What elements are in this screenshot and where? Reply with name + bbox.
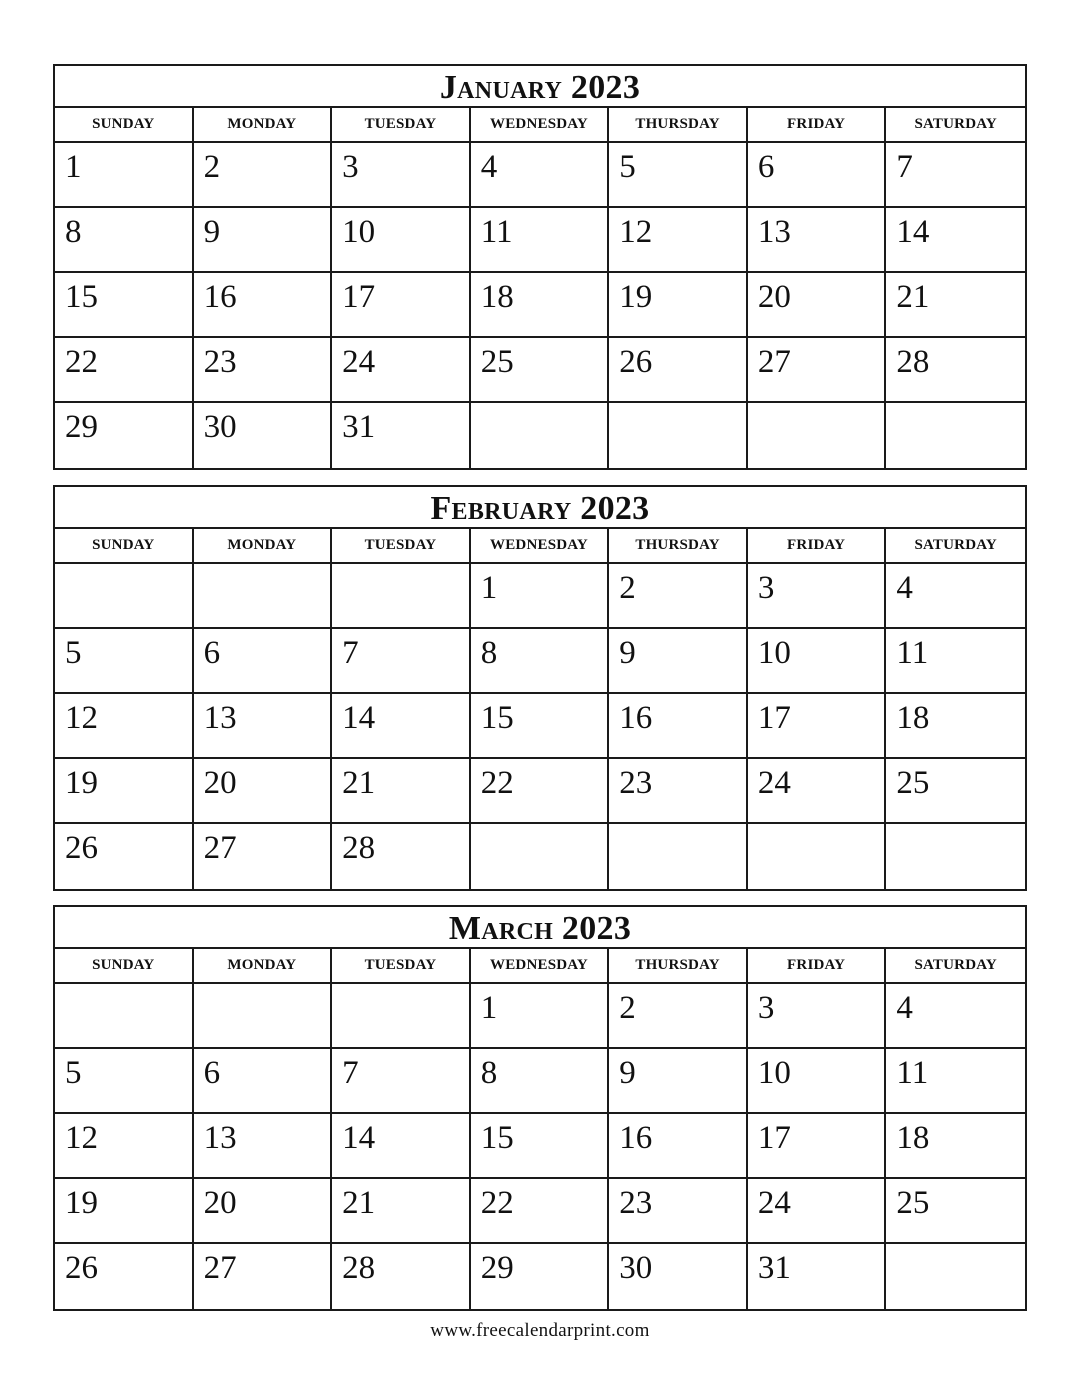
day-cell: 4 — [886, 984, 1025, 1049]
day-cell: 9 — [194, 208, 333, 273]
day-cell-empty — [332, 564, 471, 629]
weekday-sunday: SUNDAY — [55, 949, 194, 982]
day-cell: 10 — [332, 208, 471, 273]
weekday-sunday: SUNDAY — [55, 529, 194, 562]
day-cell: 24 — [332, 338, 471, 403]
day-cell: 21 — [886, 273, 1025, 338]
day-cell-empty — [886, 403, 1025, 468]
day-cell-empty — [748, 824, 887, 889]
weekday-tuesday: TUESDAY — [332, 108, 471, 141]
day-cell: 6 — [748, 143, 887, 208]
day-cell: 17 — [748, 1114, 887, 1179]
day-cell: 5 — [609, 143, 748, 208]
day-cell: 23 — [194, 338, 333, 403]
day-cell: 29 — [471, 1244, 610, 1309]
day-cell: 27 — [194, 1244, 333, 1309]
month-title: January 2023 — [55, 66, 1025, 108]
day-cell: 5 — [55, 1049, 194, 1114]
day-cell: 16 — [194, 273, 333, 338]
day-cell: 20 — [194, 1179, 333, 1244]
day-cell: 18 — [886, 1114, 1025, 1179]
day-cell: 16 — [609, 694, 748, 759]
day-cell: 28 — [332, 1244, 471, 1309]
day-cell: 30 — [609, 1244, 748, 1309]
day-cell: 25 — [886, 759, 1025, 824]
weekday-saturday: SATURDAY — [914, 537, 997, 553]
day-cell: 26 — [609, 338, 748, 403]
day-cell: 21 — [332, 1179, 471, 1244]
day-cell: 27 — [748, 338, 887, 403]
day-cell: 22 — [55, 338, 194, 403]
weekday-friday: FRIDAY — [748, 108, 887, 141]
day-cell: 1 — [55, 143, 194, 208]
day-cell: 22 — [471, 759, 610, 824]
weekday-header-row — [55, 949, 1025, 984]
day-cell: 26 — [55, 824, 194, 889]
day-cell: 2 — [609, 564, 748, 629]
day-cell: 10 — [748, 629, 887, 694]
weekday-thursday: THURSDAY — [609, 529, 748, 562]
weekday-thursday: THURSDAY — [609, 108, 748, 141]
day-cell: 9 — [609, 629, 748, 694]
day-cell-empty — [609, 403, 748, 468]
day-cell: 18 — [886, 694, 1025, 759]
day-cell: 7 — [886, 143, 1025, 208]
day-cell: 12 — [55, 1114, 194, 1179]
day-cell: 9 — [609, 1049, 748, 1114]
day-cell: 24 — [748, 1179, 887, 1244]
day-cell: 17 — [332, 273, 471, 338]
day-cell: 17 — [748, 694, 887, 759]
weekday-saturday: SATURDAY — [914, 957, 997, 973]
weekday-thursday: THURSDAY — [609, 949, 748, 982]
day-cell: 11 — [886, 629, 1025, 694]
day-cell: 1 — [471, 984, 610, 1049]
day-cell: 31 — [748, 1244, 887, 1309]
day-cell: 3 — [748, 984, 887, 1049]
day-cell-empty — [194, 564, 333, 629]
day-cell: 15 — [55, 273, 194, 338]
footer-url: www.freecalendarprint.com — [430, 1320, 650, 1341]
day-cell: 28 — [886, 338, 1025, 403]
day-cell: 14 — [886, 208, 1025, 273]
day-cell: 5 — [55, 629, 194, 694]
day-cell: 11 — [471, 208, 610, 273]
day-cell: 14 — [332, 1114, 471, 1179]
day-cell: 28 — [332, 824, 471, 889]
month-february — [53, 485, 1027, 891]
day-cell-empty — [194, 984, 333, 1049]
day-cell: 8 — [471, 1049, 610, 1114]
month-january — [53, 64, 1027, 470]
day-cell: 3 — [332, 143, 471, 208]
day-cell: 6 — [194, 1049, 333, 1114]
day-cell-empty — [886, 824, 1025, 889]
day-cell: 26 — [55, 1244, 194, 1309]
weekday-wednesday: WEDNESDAY — [471, 108, 610, 141]
day-cell: 29 — [55, 403, 194, 468]
day-cell: 7 — [332, 1049, 471, 1114]
month-march — [53, 905, 1027, 1311]
day-cell-empty — [609, 824, 748, 889]
day-cell: 13 — [194, 694, 333, 759]
day-cell: 15 — [471, 1114, 610, 1179]
day-cell: 19 — [55, 1179, 194, 1244]
day-cell: 25 — [886, 1179, 1025, 1244]
day-cell: 4 — [471, 143, 610, 208]
day-grid — [55, 143, 1025, 468]
month-title: March 2023 — [55, 907, 1025, 949]
day-cell: 16 — [609, 1114, 748, 1179]
day-grid — [55, 984, 1025, 1309]
day-cell-empty — [471, 403, 610, 468]
day-cell-empty — [55, 984, 194, 1049]
weekday-monday: MONDAY — [194, 108, 333, 141]
day-cell: 18 — [471, 273, 610, 338]
day-cell: 21 — [332, 759, 471, 824]
day-cell: 27 — [194, 824, 333, 889]
day-cell-empty — [748, 403, 887, 468]
day-cell: 22 — [471, 1179, 610, 1244]
day-cell: 30 — [194, 403, 333, 468]
weekday-monday: MONDAY — [194, 949, 333, 982]
day-cell: 15 — [471, 694, 610, 759]
day-cell: 2 — [609, 984, 748, 1049]
day-cell: 31 — [332, 403, 471, 468]
day-cell: 13 — [194, 1114, 333, 1179]
weekday-friday: FRIDAY — [748, 529, 887, 562]
day-cell-empty — [55, 564, 194, 629]
weekday-friday: FRIDAY — [748, 949, 887, 982]
weekday-tuesday: TUESDAY — [332, 529, 471, 562]
day-cell-empty — [886, 1244, 1025, 1309]
day-grid — [55, 564, 1025, 889]
weekday-wednesday: WEDNESDAY — [471, 949, 610, 982]
day-cell: 11 — [886, 1049, 1025, 1114]
day-cell: 23 — [609, 759, 748, 824]
weekday-tuesday: TUESDAY — [332, 949, 471, 982]
day-cell: 20 — [748, 273, 887, 338]
day-cell-empty — [471, 824, 610, 889]
day-cell: 2 — [194, 143, 333, 208]
day-cell: 10 — [748, 1049, 887, 1114]
day-cell: 12 — [609, 208, 748, 273]
day-cell: 20 — [194, 759, 333, 824]
day-cell: 13 — [748, 208, 887, 273]
day-cell: 14 — [332, 694, 471, 759]
day-cell: 12 — [55, 694, 194, 759]
weekday-header-row — [55, 108, 1025, 143]
weekday-saturday: SATURDAY — [914, 116, 997, 132]
weekday-header-row — [55, 529, 1025, 564]
day-cell: 25 — [471, 338, 610, 403]
day-cell: 7 — [332, 629, 471, 694]
day-cell: 8 — [55, 208, 194, 273]
day-cell: 19 — [55, 759, 194, 824]
day-cell: 3 — [748, 564, 887, 629]
month-title: February 2023 — [55, 487, 1025, 529]
day-cell-empty — [332, 984, 471, 1049]
day-cell: 1 — [471, 564, 610, 629]
day-cell: 19 — [609, 273, 748, 338]
day-cell: 23 — [609, 1179, 748, 1244]
day-cell: 8 — [471, 629, 610, 694]
weekday-monday: MONDAY — [194, 529, 333, 562]
day-cell: 24 — [748, 759, 887, 824]
day-cell: 6 — [194, 629, 333, 694]
weekday-wednesday: WEDNESDAY — [471, 529, 610, 562]
weekday-sunday: SUNDAY — [55, 108, 194, 141]
day-cell: 4 — [886, 564, 1025, 629]
